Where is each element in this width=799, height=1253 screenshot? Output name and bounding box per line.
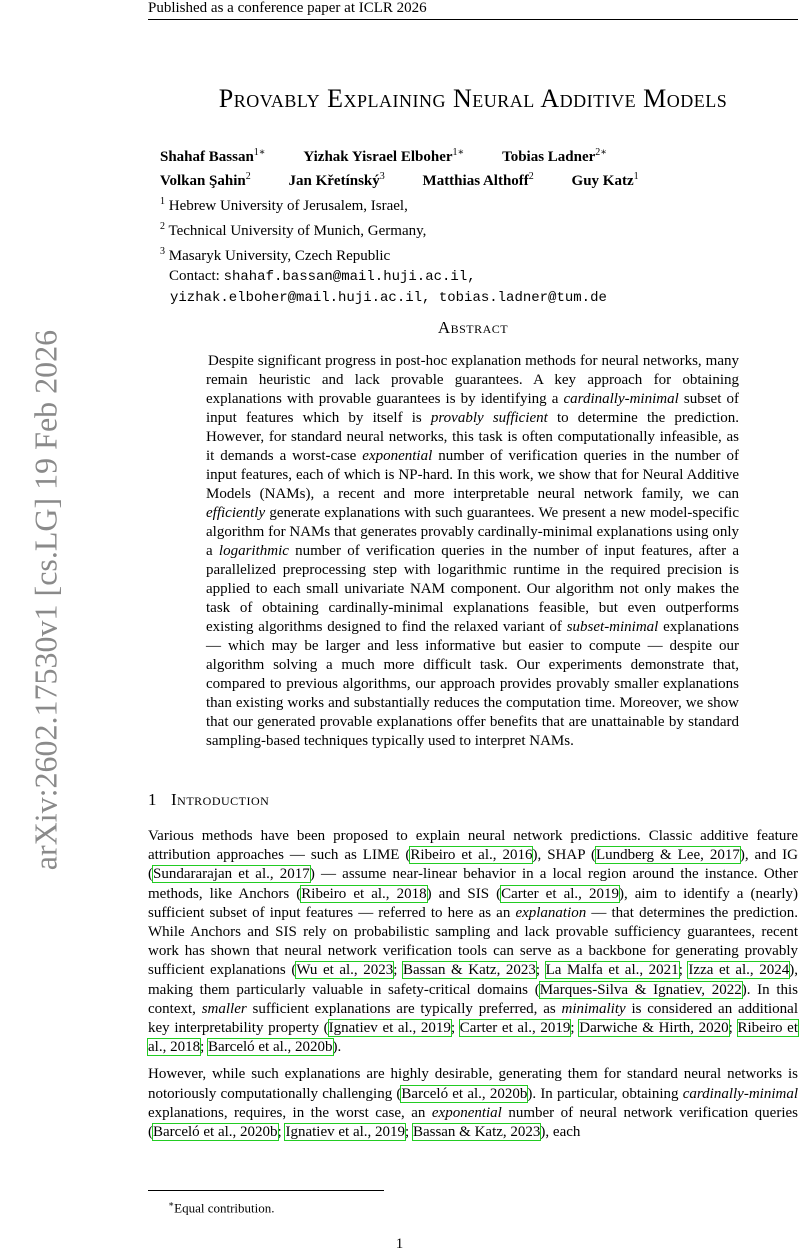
- citation-link[interactable]: Ribeiro et al., 2016: [410, 847, 533, 864]
- author: Matthias Althoff$^2$: [422, 171, 534, 189]
- footnote: ∗Equal contribution.: [168, 1199, 275, 1216]
- page-number: 1: [395, 1236, 404, 1252]
- affiliation-2: $^2$ Technical University of Munich, Germany,: [160, 221, 427, 239]
- citation-link[interactable]: Barceló et al., 2020b: [401, 1085, 528, 1102]
- citation-link[interactable]: Ribeiro et al., 2018: [301, 885, 427, 902]
- author: Volkan Şahin$^2$: [160, 171, 251, 189]
- citation-link[interactable]: Darwiche & Hirth, 2020: [579, 1020, 729, 1037]
- citation-link[interactable]: Bassan & Katz, 2023: [412, 1124, 541, 1141]
- citation-link[interactable]: Barceló et al., 2020b: [153, 1124, 278, 1141]
- abstract-heading: Abstract: [437, 318, 509, 337]
- author: Jan Křetínský$^3$: [288, 171, 385, 189]
- footnote-rule: [148, 1190, 384, 1191]
- author: Tobias Ladner$^{2∗}$: [502, 147, 608, 165]
- author: Yizhak Yisrael Elboher$^{1∗}$: [303, 147, 465, 165]
- citation-link[interactable]: Wu et al., 2023: [296, 962, 394, 979]
- citation-link[interactable]: Lundberg & Lee, 2017: [595, 847, 740, 864]
- citation-link[interactable]: Carter et al., 2019: [459, 1020, 571, 1037]
- citation-link[interactable]: Marques-Silva & Ignatiev, 2022: [539, 981, 742, 998]
- abstract-text: Despite significant progress in post-hoc explanation methods for neural networks, many remain heuristic and lack provable guarantees. A key approach for obtaining explanations with provable guarantees is by identifying a cardinally-minimal subset of input features which by itself is provably sufficient to determine the prediction. However, for standard neural networks, this task is often computationally infeasible, as it demands a worst-case exponential number of verification queries in the number of input features, each of which is NP-hard. In this work, we show that for Neural Additive Models (NAMs), a recent and more interpretable neural network family, we can efficiently generate explanations with such guarantees. We present a new model-specific algorithm for NAMs that generates provably cardinally-minimal explanations using only a logarithmic number of verification queries in the number of input features, after a parallelized preprocessing step with logarithmic runtime in the required precision is applied to each small univariate NAM component. Our algorithm not only makes the task of obtaining cardinally-minimal explanations feasible, but even outperforms existing algorithms designed to find the relaxed variant of subset-minimal explanations — which may be larger and less informative but easier to compute — despite our algorithm solving a much more difficult task. Our experiments demonstrate that, compared to previous algorithms, our approach provides provably smaller explanations than existing works and substantially reduces the computation time. Moreover, we show that our generated provable explanations offer benefits that are unattainable by standard sampling-based techniques typically used to interpret NAMs.: [206, 353, 739, 749]
- email-link[interactable]: yizhak.elboher@mail.huji.ac.il, tobias.ladner@tum.de: [170, 290, 607, 306]
- contact-line: Contact: shahaf.bassan@mail.huji.ac.il,: [169, 268, 476, 285]
- citation-link[interactable]: La Malfa et al., 2021: [545, 962, 679, 979]
- citation-link[interactable]: Ignatiev et al., 2019: [328, 1020, 451, 1037]
- author: Guy Katz$^1$: [571, 171, 639, 189]
- section-heading: 1 Introduction: [148, 790, 270, 809]
- citation-link[interactable]: Ribeiro et al., 2018: [148, 1020, 798, 1056]
- affiliation-1: $^1$ Hebrew University of Jerusalem, Israel,: [160, 196, 408, 214]
- running-header: Published as a conference paper at ICLR 2026: [148, 0, 427, 16]
- author: Shahaf Bassan$^{1∗}$: [160, 147, 266, 165]
- author-block: [160, 143, 673, 308]
- intro-body: [148, 827, 798, 1150]
- author-row-1: [160, 143, 673, 167]
- paragraph: Various methods have been proposed to explain neural network predictions. Classic additive feature attribution approaches — such as LIME (Ribeiro et al., 2016), SHAP (Lundberg & Lee, 2017), and IG (Sundararajan et al., 2017) — assume near-linear behavior in a local region around the instance. Other methods, like Anchors (Ribeiro et al., 2018) and SIS (Carter et al., 2019), aim to identify a (nearly) sufficient subset of input features — referred to here as an explanation — that determines the prediction. While Anchors and SIS rely on probabilistic sampling and lack provable sufficiency guarantees, recent work has shown that neural network verification tools can serve as a backbone for generating provably sufficient explanations (Wu et al., 2023; Bassan & Katz, 2023; La Malfa et al., 2021; Izza et al., 2024), making them particularly valuable in safety-critical domains (Marques-Silva & Ignatiev, 2022). In this context, smaller sufficient explanations are typically preferred, as minimality is considered an additional key interpretability property (Ignatiev et al., 2019; Carter et al., 2019; Darwiche & Hirth, 2020; Ribeiro et al., 2018; Barceló et al., 2020b).: [148, 828, 799, 1056]
- arxiv-stamp: arXiv:2602.17530v1 [cs.LG] 19 Feb 2026: [27, 329, 64, 871]
- citation-link[interactable]: Bassan & Katz, 2023: [402, 962, 536, 979]
- affiliation-3: $^3$ Masaryk University, Czech Republic: [160, 246, 391, 264]
- citation-link[interactable]: Izza et al., 2024: [688, 962, 790, 979]
- contact-line-2: [160, 288, 673, 308]
- author-row-2: [160, 167, 673, 191]
- paragraph: However, while such explanations are highly desirable, generating them for standard neural networks is notoriously computationally challenging (Barceló et al., 2020b). In particular, obtaining cardinally-minimal explanations, requires, in the worst case, an exponential number of neural network verification queries (Barceló et al., 2020b; Ignatiev et al., 2019; Bassan & Katz, 2023), each: [148, 1066, 798, 1141]
- paper-title: Provably Explaining Neural Additive Models: [218, 84, 728, 113]
- citation-link[interactable]: Sundararajan et al., 2017: [153, 866, 310, 883]
- citation-link[interactable]: Barceló et al., 2020b: [208, 1039, 333, 1056]
- header-rule: [148, 19, 798, 20]
- citation-link[interactable]: Ignatiev et al., 2019: [285, 1124, 406, 1141]
- citation-link[interactable]: Carter et al., 2019: [501, 885, 619, 902]
- email-link[interactable]: shahaf.bassan@mail.huji.ac.il,: [223, 269, 476, 285]
